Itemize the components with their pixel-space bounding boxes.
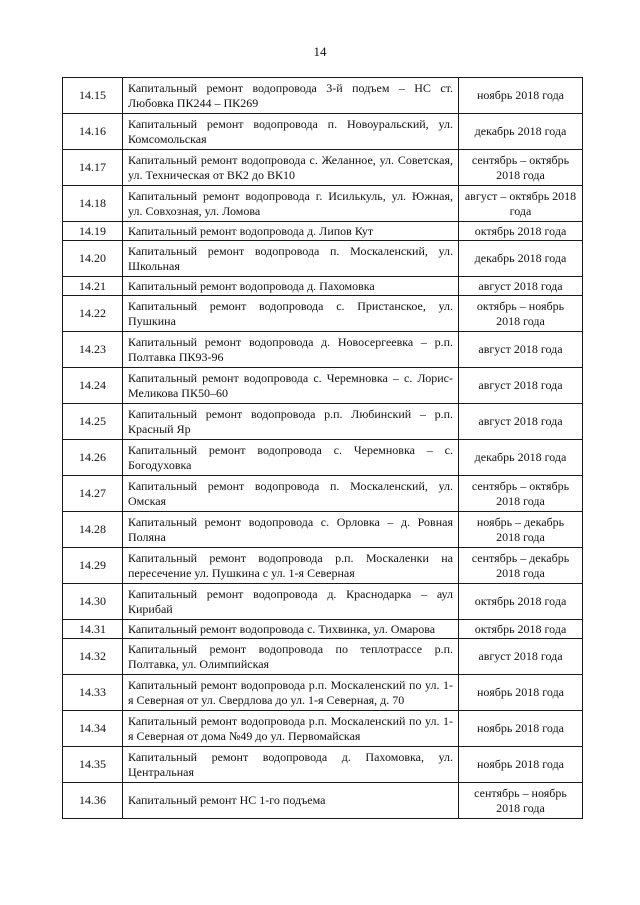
work-description: Капитальный ремонт водопровода п. Москаленский, ул. Школьная bbox=[123, 241, 459, 277]
row-number: 14.17 bbox=[63, 150, 123, 186]
work-description: Капитальный ремонт водопровода с. Тихвинка, ул. Омарова bbox=[123, 620, 459, 639]
table-row bbox=[63, 512, 583, 548]
row-number: 14.19 bbox=[63, 222, 123, 241]
row-number: 14.36 bbox=[63, 783, 123, 819]
table-row bbox=[63, 78, 583, 114]
work-period: октябрь 2018 года bbox=[459, 222, 583, 241]
work-period: сентябрь – декабрь 2018 года bbox=[459, 548, 583, 584]
row-number: 14.15 bbox=[63, 78, 123, 114]
work-description: Капитальный ремонт водопровода д. Краснодарка – аул Кирибай bbox=[123, 584, 459, 620]
work-period: август 2018 года bbox=[459, 332, 583, 368]
work-description: Капитальный ремонт водопровода по теплотрассе р.п. Полтавка, ул. Олимпийская bbox=[123, 639, 459, 675]
row-number: 14.35 bbox=[63, 747, 123, 783]
table-row bbox=[63, 476, 583, 512]
row-number: 14.31 bbox=[63, 620, 123, 639]
table-row bbox=[63, 675, 583, 711]
row-number: 14.33 bbox=[63, 675, 123, 711]
table-row bbox=[63, 548, 583, 584]
work-description: Капитальный ремонт водопровода р.п. Москаленки на пересечение ул. Пушкина с ул. 1-я Северная bbox=[123, 548, 459, 584]
work-period: декабрь 2018 года bbox=[459, 241, 583, 277]
work-period: август 2018 года bbox=[459, 404, 583, 440]
table-row bbox=[63, 186, 583, 222]
work-description: Капитальный ремонт водопровода д. Липов Кут bbox=[123, 222, 459, 241]
table-row bbox=[63, 368, 583, 404]
work-period: ноябрь – декабрь 2018 года bbox=[459, 512, 583, 548]
work-period: ноябрь 2018 года bbox=[459, 747, 583, 783]
row-number: 14.18 bbox=[63, 186, 123, 222]
work-period: август – октябрь 2018 года bbox=[459, 186, 583, 222]
table-row bbox=[63, 783, 583, 819]
work-period: август 2018 года bbox=[459, 639, 583, 675]
table-row bbox=[63, 711, 583, 747]
work-description: Капитальный ремонт водопровода с. Черемновка – с. Лорис-Меликова ПК50–60 bbox=[123, 368, 459, 404]
table-row bbox=[63, 639, 583, 675]
work-period: октябрь 2018 года bbox=[459, 584, 583, 620]
table-row bbox=[63, 241, 583, 277]
row-number: 14.20 bbox=[63, 241, 123, 277]
row-number: 14.23 bbox=[63, 332, 123, 368]
table-row bbox=[63, 222, 583, 241]
work-description: Капитальный ремонт водопровода д. Пахомовка, ул. Центральная bbox=[123, 747, 459, 783]
row-number: 14.24 bbox=[63, 368, 123, 404]
row-number: 14.30 bbox=[63, 584, 123, 620]
work-period: сентябрь – октябрь 2018 года bbox=[459, 476, 583, 512]
table-body bbox=[63, 78, 583, 819]
row-number: 14.32 bbox=[63, 639, 123, 675]
work-description: Капитальный ремонт водопровода с. Пристанское, ул. Пушкина bbox=[123, 296, 459, 332]
work-description: Капитальный ремонт водопровода д. Пахомовка bbox=[123, 277, 459, 296]
row-number: 14.29 bbox=[63, 548, 123, 584]
work-description: Капитальный ремонт водопровода с. Орловка – д. Ровная Поляна bbox=[123, 512, 459, 548]
work-period: ноябрь 2018 года bbox=[459, 78, 583, 114]
table-row bbox=[63, 440, 583, 476]
table-row bbox=[63, 277, 583, 296]
table-row bbox=[63, 332, 583, 368]
work-period: ноябрь 2018 года bbox=[459, 675, 583, 711]
page-number: 14 bbox=[313, 44, 327, 59]
work-period: декабрь 2018 года bbox=[459, 114, 583, 150]
table-row bbox=[63, 584, 583, 620]
work-period: октябрь – ноябрь 2018 года bbox=[459, 296, 583, 332]
work-description: Капитальный ремонт водопровода п. Москаленский, ул. Омская bbox=[123, 476, 459, 512]
work-description: Капитальный ремонт водопровода д. Новосергеевка – р.п. Полтавка ПК93-96 bbox=[123, 332, 459, 368]
table-row bbox=[63, 747, 583, 783]
work-description: Капитальный ремонт водопровода п. Новоуральский, ул. Комсомольская bbox=[123, 114, 459, 150]
work-description: Капитальный ремонт водопровода с. Желанное, ул. Советская, ул. Техническая от ВК2 до ВК10 bbox=[123, 150, 459, 186]
table-row bbox=[63, 150, 583, 186]
work-period: сентябрь – октябрь 2018 года bbox=[459, 150, 583, 186]
work-period: ноябрь 2018 года bbox=[459, 711, 583, 747]
row-number: 14.26 bbox=[63, 440, 123, 476]
work-period: сентябрь – ноябрь 2018 года bbox=[459, 783, 583, 819]
row-number: 14.27 bbox=[63, 476, 123, 512]
work-period: декабрь 2018 года bbox=[459, 440, 583, 476]
table-row bbox=[63, 296, 583, 332]
row-number: 14.22 bbox=[63, 296, 123, 332]
table-row bbox=[63, 620, 583, 639]
work-description: Капитальный ремонт водопровода 3-й подъем – НС ст. Любовка ПК244 – ПК269 bbox=[123, 78, 459, 114]
row-number: 14.34 bbox=[63, 711, 123, 747]
work-period: август 2018 года bbox=[459, 368, 583, 404]
work-description: Капитальный ремонт НС 1-го подъема bbox=[123, 783, 459, 819]
row-number: 14.28 bbox=[63, 512, 123, 548]
work-description: Капитальный ремонт водопровода р.п. Любинский – р.п. Красный Яр bbox=[123, 404, 459, 440]
row-number: 14.21 bbox=[63, 277, 123, 296]
works-schedule-table bbox=[62, 77, 583, 819]
work-description: Капитальный ремонт водопровода г. Исилькуль, ул. Южная, ул. Совхозная, ул. Ломова bbox=[123, 186, 459, 222]
work-period: август 2018 года bbox=[459, 277, 583, 296]
work-period: октябрь 2018 года bbox=[459, 620, 583, 639]
work-description: Капитальный ремонт водопровода р.п. Москаленский по ул. 1-я Северная от ул. Свердлова до ул. 1-я Северная, д. 70 bbox=[123, 675, 459, 711]
work-description: Капитальный ремонт водопровода р.п. Москаленский по ул. 1-я Северная от дома №49 до ул. Первомайская bbox=[123, 711, 459, 747]
row-number: 14.16 bbox=[63, 114, 123, 150]
row-number: 14.25 bbox=[63, 404, 123, 440]
table-row bbox=[63, 114, 583, 150]
work-description: Капитальный ремонт водопровода с. Черемновка – с. Богодуховка bbox=[123, 440, 459, 476]
table-row bbox=[63, 404, 583, 440]
